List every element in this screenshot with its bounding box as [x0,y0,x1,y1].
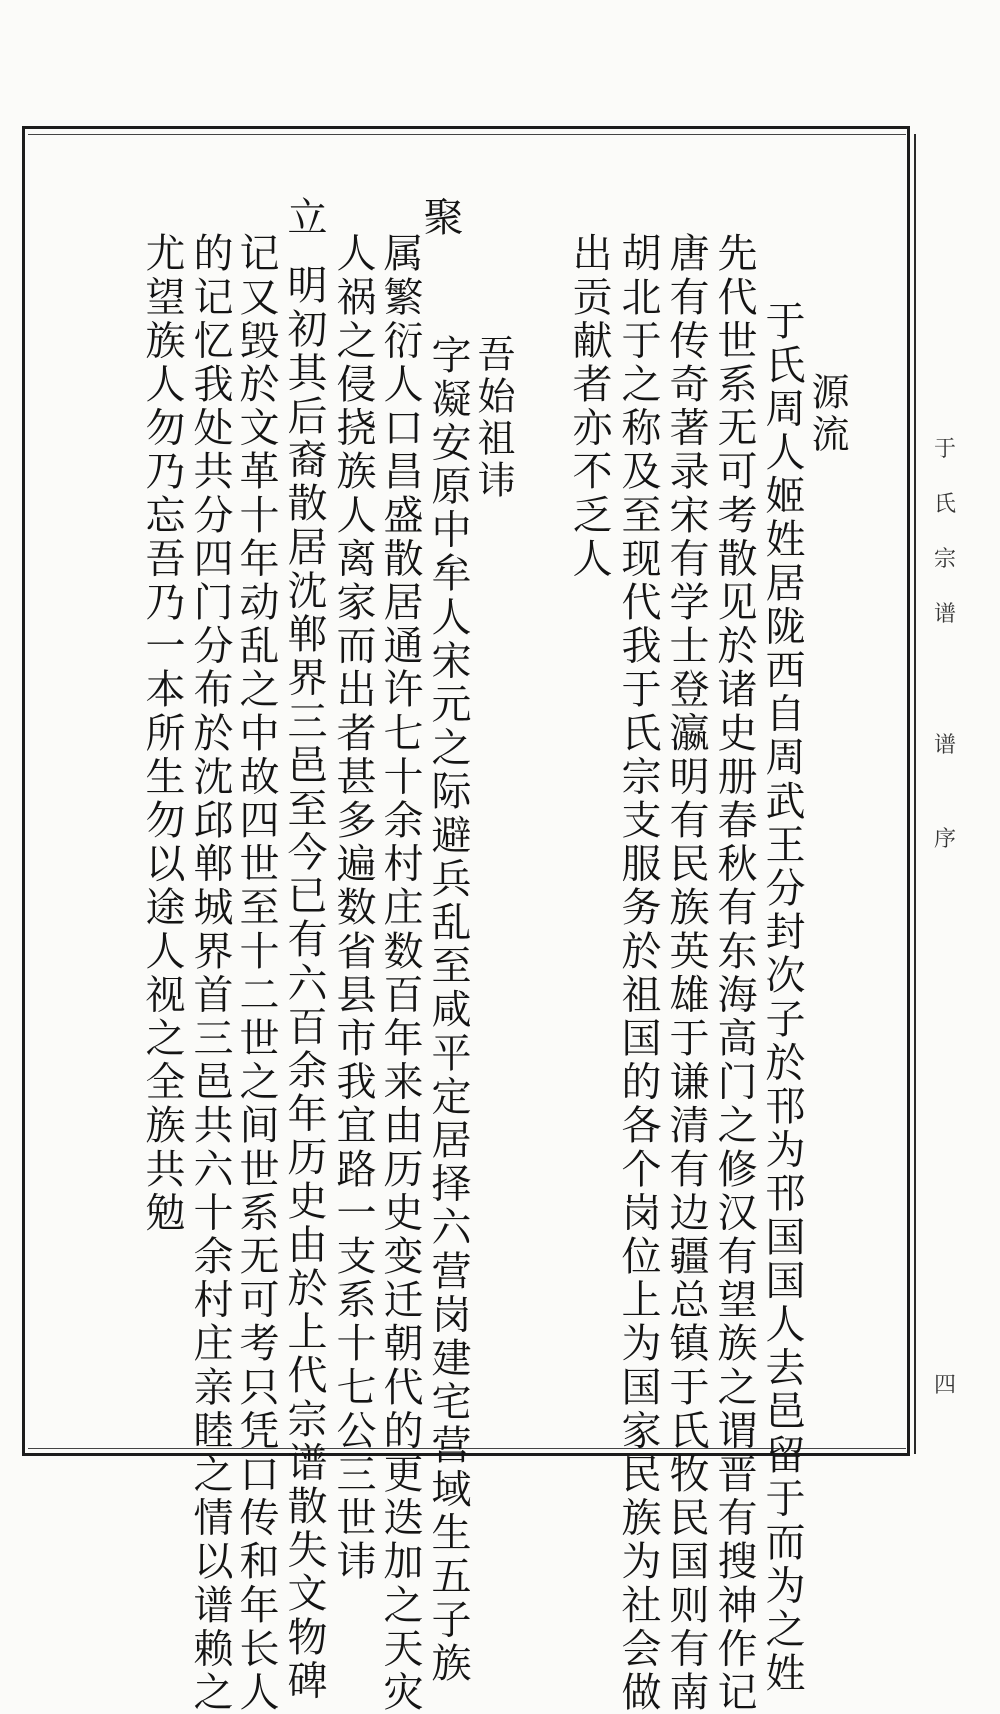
text-column: 尤望族人勿乃忘吾乃一本所生勿以途人视之全族共勉 [139,232,185,1235]
margin-title-char: 宗 [934,547,957,572]
section-heading: 吾始祖讳 [471,334,515,502]
text-column: 字凝安原中牟人宋元之际避兵乱至咸平定居择六营岗建宅营域生五子族 [425,334,471,1686]
text-column: 出贡献者亦不乏人 [566,232,612,581]
text-column: 先代世系无可考散见於诸史册春秋有东海高门之修汉有望族之谓晋有搜神作记 [711,232,757,1714]
margin-section-sub: 序 [934,827,957,852]
text-column: 明初其后裔散居沈郸界三邑至今已有六百余年历史由於上代宗谱散失文物碑 [281,264,327,1703]
text-column: 于氏周人姬姓居陇西自周武王分封次子於邗为邗国国人去邑留于而为之姓 [759,300,805,1696]
text-column: 唐有传奇著录宋有学士登瀛明有民族英雄于谦清有边疆总镇于氏牧民国则有南 [663,232,709,1714]
section-heading: 源流 [805,372,849,456]
text-column: 立 [281,196,327,240]
page-number: 四 [934,1373,957,1398]
margin-section: 谱 [934,733,957,758]
text-column: 聚 [417,196,463,240]
margin-title-char: 谱 [934,602,957,627]
text-column: 人祸之侵挠族人离家而出者甚多遍数省县市我宜路一支系十七公三世讳 [330,232,376,1584]
text-column: 胡北于之称及至现代我于氏宗支服务於祖国的各个岗位上为国家民族为社会做 [615,232,661,1714]
inner-rule-top [28,134,906,135]
margin-title-char: 于 [934,437,957,462]
inner-rule-right [914,134,916,1454]
margin-title-char: 氏 [934,492,957,517]
text-column: 的记忆我处共分四门分布於沈邱郸城界首三邑共六十余村庄亲睦之情以谱赖之 [187,232,233,1714]
text-column: 记又毁於文革十年动乱之中故四世至十二世之间世系无可考只凭口传和年长人 [233,232,279,1714]
text-column: 属繁衍人口昌盛散居通许七十余村庄数百年来由历史变迁朝代的更迭加之天灾 [377,232,423,1714]
